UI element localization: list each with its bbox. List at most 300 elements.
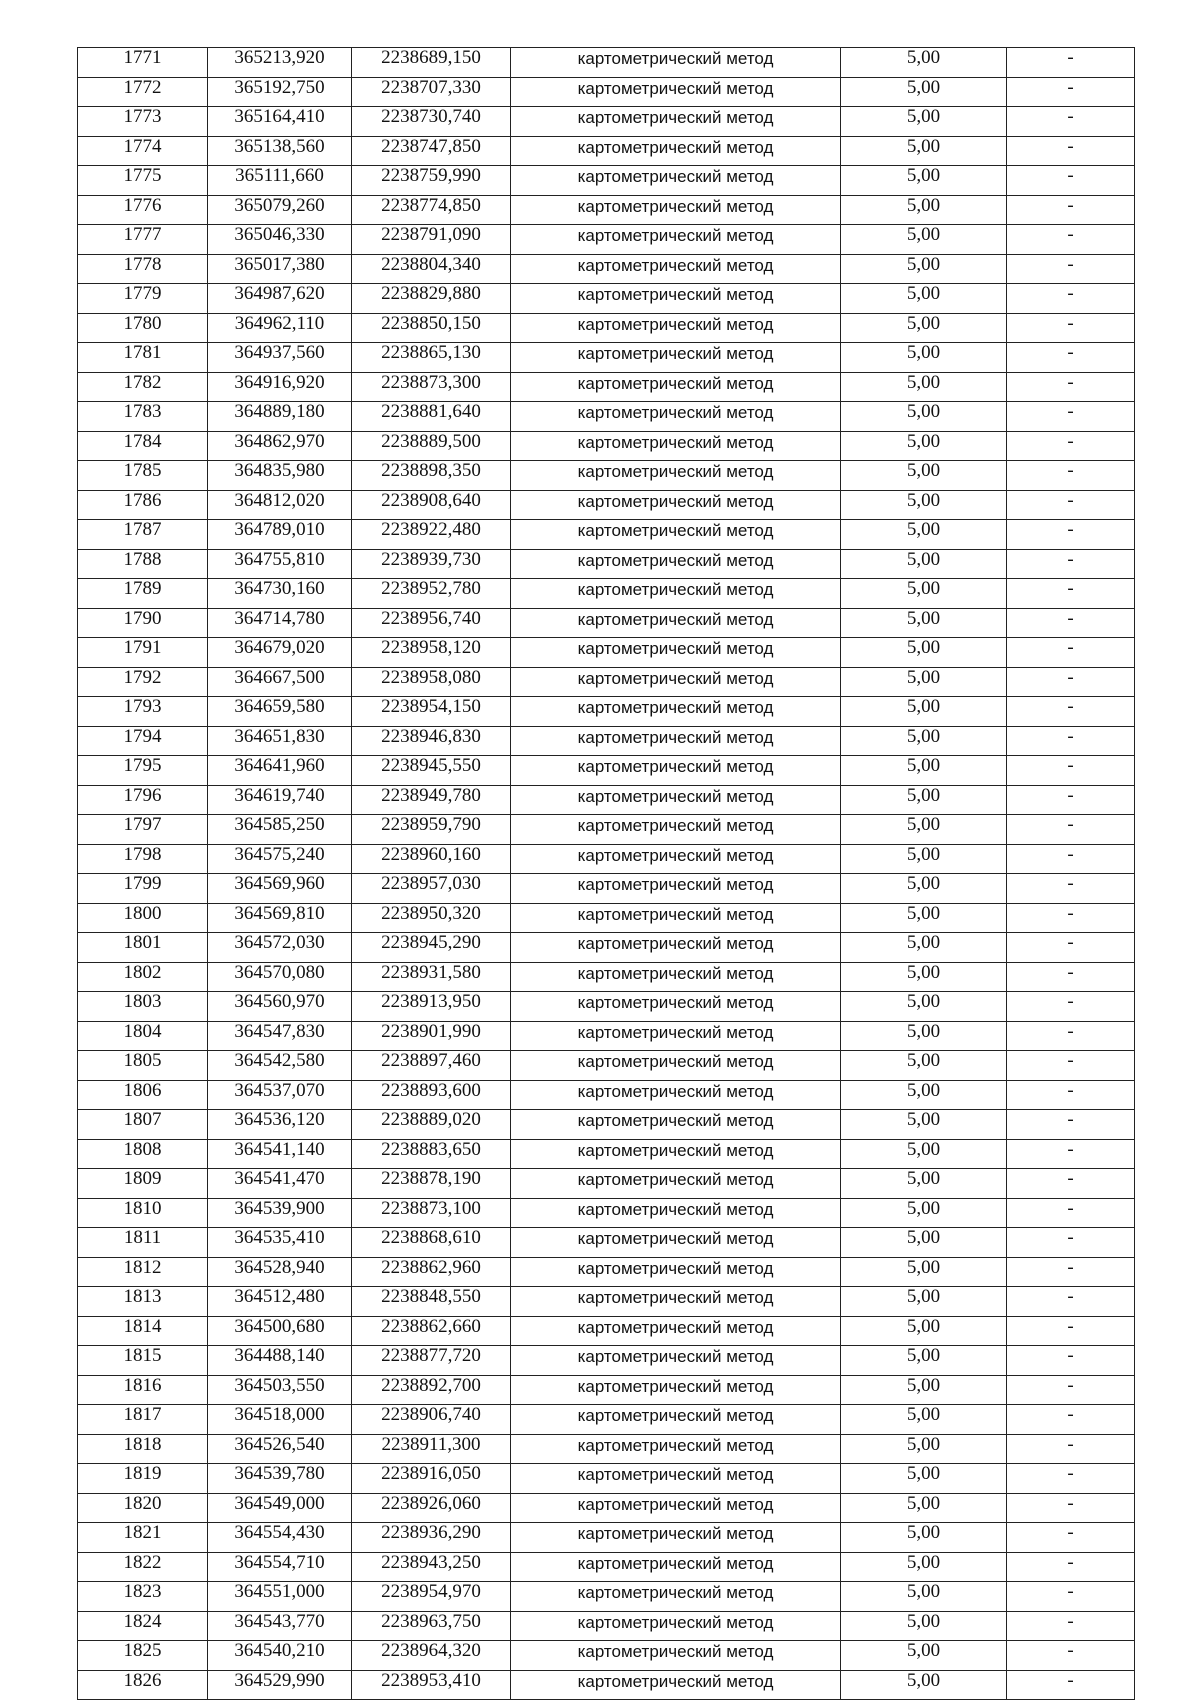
- x-coordinate-cell: 365192,750: [208, 77, 352, 107]
- x-coordinate-cell: 364569,960: [208, 874, 352, 904]
- y-coordinate-cell: 2238952,780: [352, 579, 511, 609]
- x-coordinate-cell: 364540,210: [208, 1641, 352, 1671]
- point-number-cell: 1771: [78, 48, 208, 78]
- x-coordinate-cell: 364659,580: [208, 697, 352, 727]
- point-number-cell: 1809: [78, 1169, 208, 1199]
- table-row: [78, 1080, 1135, 1110]
- x-coordinate-cell: 364575,240: [208, 844, 352, 874]
- x-coordinate-cell: 364889,180: [208, 402, 352, 432]
- note-cell: -: [1007, 697, 1135, 727]
- accuracy-cell: 5,00: [841, 933, 1007, 963]
- x-coordinate-cell: 364541,140: [208, 1139, 352, 1169]
- point-number-cell: 1818: [78, 1434, 208, 1464]
- y-coordinate-cell: 2238804,340: [352, 254, 511, 284]
- y-coordinate-cell: 2238945,550: [352, 756, 511, 786]
- x-coordinate-cell: 364585,250: [208, 815, 352, 845]
- point-number-cell: 1814: [78, 1316, 208, 1346]
- note-cell: -: [1007, 1582, 1135, 1612]
- accuracy-cell: 5,00: [841, 962, 1007, 992]
- note-cell: -: [1007, 1434, 1135, 1464]
- note-cell: -: [1007, 372, 1135, 402]
- table-row: [78, 166, 1135, 196]
- method-cell: картометрический метод: [511, 1464, 841, 1494]
- accuracy-cell: 5,00: [841, 284, 1007, 314]
- y-coordinate-cell: 2238954,150: [352, 697, 511, 727]
- y-coordinate-cell: 2238959,790: [352, 815, 511, 845]
- x-coordinate-cell: 364651,830: [208, 726, 352, 756]
- table-row: [78, 992, 1135, 1022]
- table-row: [78, 225, 1135, 255]
- method-cell: картометрический метод: [511, 1375, 841, 1405]
- table-row: [78, 1523, 1135, 1553]
- table-row: [78, 490, 1135, 520]
- y-coordinate-cell: 2238950,320: [352, 903, 511, 933]
- note-cell: -: [1007, 874, 1135, 904]
- point-number-cell: 1796: [78, 785, 208, 815]
- point-number-cell: 1806: [78, 1080, 208, 1110]
- x-coordinate-cell: 364543,770: [208, 1611, 352, 1641]
- table-row: [78, 107, 1135, 137]
- method-cell: картометрический метод: [511, 638, 841, 668]
- point-number-cell: 1784: [78, 431, 208, 461]
- method-cell: картометрический метод: [511, 195, 841, 225]
- method-cell: картометрический метод: [511, 1139, 841, 1169]
- x-coordinate-cell: 364619,740: [208, 785, 352, 815]
- y-coordinate-cell: 2238865,130: [352, 343, 511, 373]
- x-coordinate-cell: 365138,560: [208, 136, 352, 166]
- table-row: [78, 549, 1135, 579]
- note-cell: -: [1007, 1641, 1135, 1671]
- x-coordinate-cell: 365017,380: [208, 254, 352, 284]
- point-number-cell: 1820: [78, 1493, 208, 1523]
- x-coordinate-cell: 365164,410: [208, 107, 352, 137]
- accuracy-cell: 5,00: [841, 1228, 1007, 1258]
- method-cell: картометрический метод: [511, 284, 841, 314]
- method-cell: картометрический метод: [511, 136, 841, 166]
- table-row: [78, 136, 1135, 166]
- point-number-cell: 1797: [78, 815, 208, 845]
- table-row: [78, 579, 1135, 609]
- table-row: [78, 1139, 1135, 1169]
- table-row: [78, 1493, 1135, 1523]
- note-cell: -: [1007, 107, 1135, 137]
- y-coordinate-cell: 2238926,060: [352, 1493, 511, 1523]
- table-row: [78, 1198, 1135, 1228]
- note-cell: -: [1007, 1464, 1135, 1494]
- table-row: [78, 697, 1135, 727]
- x-coordinate-cell: 364488,140: [208, 1346, 352, 1376]
- x-coordinate-cell: 364529,990: [208, 1670, 352, 1700]
- point-number-cell: 1795: [78, 756, 208, 786]
- table-row: [78, 726, 1135, 756]
- accuracy-cell: 5,00: [841, 254, 1007, 284]
- table-row: [78, 284, 1135, 314]
- note-cell: -: [1007, 431, 1135, 461]
- note-cell: -: [1007, 77, 1135, 107]
- method-cell: картометрический метод: [511, 1434, 841, 1464]
- x-coordinate-cell: 365111,660: [208, 166, 352, 196]
- method-cell: картометрический метод: [511, 313, 841, 343]
- y-coordinate-cell: 2238791,090: [352, 225, 511, 255]
- x-coordinate-cell: 364962,110: [208, 313, 352, 343]
- accuracy-cell: 5,00: [841, 1021, 1007, 1051]
- point-number-cell: 1778: [78, 254, 208, 284]
- point-number-cell: 1802: [78, 962, 208, 992]
- accuracy-cell: 5,00: [841, 549, 1007, 579]
- method-cell: картометрический метод: [511, 1523, 841, 1553]
- y-coordinate-cell: 2238960,160: [352, 844, 511, 874]
- note-cell: -: [1007, 1080, 1135, 1110]
- x-coordinate-cell: 364554,430: [208, 1523, 352, 1553]
- note-cell: -: [1007, 756, 1135, 786]
- note-cell: -: [1007, 608, 1135, 638]
- point-number-cell: 1774: [78, 136, 208, 166]
- x-coordinate-cell: 364560,970: [208, 992, 352, 1022]
- method-cell: картометрический метод: [511, 254, 841, 284]
- x-coordinate-cell: 364539,900: [208, 1198, 352, 1228]
- table-row: [78, 1434, 1135, 1464]
- table-row: [78, 431, 1135, 461]
- point-number-cell: 1786: [78, 490, 208, 520]
- accuracy-cell: 5,00: [841, 48, 1007, 78]
- accuracy-cell: 5,00: [841, 903, 1007, 933]
- x-coordinate-cell: 364500,680: [208, 1316, 352, 1346]
- note-cell: -: [1007, 1021, 1135, 1051]
- table-row: [78, 461, 1135, 491]
- x-coordinate-cell: 364551,000: [208, 1582, 352, 1612]
- note-cell: -: [1007, 1346, 1135, 1376]
- table-row: [78, 1169, 1135, 1199]
- y-coordinate-cell: 2238939,730: [352, 549, 511, 579]
- x-coordinate-cell: 364916,920: [208, 372, 352, 402]
- method-cell: картометрический метод: [511, 461, 841, 491]
- point-number-cell: 1772: [78, 77, 208, 107]
- note-cell: -: [1007, 992, 1135, 1022]
- accuracy-cell: 5,00: [841, 1582, 1007, 1612]
- y-coordinate-cell: 2238848,550: [352, 1287, 511, 1317]
- note-cell: -: [1007, 1552, 1135, 1582]
- y-coordinate-cell: 2238913,950: [352, 992, 511, 1022]
- method-cell: картометрический метод: [511, 343, 841, 373]
- note-cell: -: [1007, 284, 1135, 314]
- x-coordinate-cell: 364937,560: [208, 343, 352, 373]
- note-cell: -: [1007, 1287, 1135, 1317]
- method-cell: картометрический метод: [511, 756, 841, 786]
- point-number-cell: 1793: [78, 697, 208, 727]
- note-cell: -: [1007, 1110, 1135, 1140]
- x-coordinate-cell: 364537,070: [208, 1080, 352, 1110]
- y-coordinate-cell: 2238953,410: [352, 1670, 511, 1700]
- method-cell: картометрический метод: [511, 1021, 841, 1051]
- method-cell: картометрический метод: [511, 785, 841, 815]
- table-row: [78, 1552, 1135, 1582]
- accuracy-cell: 5,00: [841, 1464, 1007, 1494]
- table-row: [78, 1464, 1135, 1494]
- x-coordinate-cell: 364679,020: [208, 638, 352, 668]
- point-number-cell: 1816: [78, 1375, 208, 1405]
- method-cell: картометрический метод: [511, 1670, 841, 1700]
- table-row: [78, 1346, 1135, 1376]
- x-coordinate-cell: 364526,540: [208, 1434, 352, 1464]
- note-cell: -: [1007, 1169, 1135, 1199]
- x-coordinate-cell: 364987,620: [208, 284, 352, 314]
- table-row: [78, 1582, 1135, 1612]
- y-coordinate-cell: 2238850,150: [352, 313, 511, 343]
- method-cell: картометрический метод: [511, 1641, 841, 1671]
- x-coordinate-cell: 364549,000: [208, 1493, 352, 1523]
- table-row: [78, 1257, 1135, 1287]
- note-cell: -: [1007, 1139, 1135, 1169]
- point-number-cell: 1785: [78, 461, 208, 491]
- note-cell: -: [1007, 520, 1135, 550]
- x-coordinate-cell: 364667,500: [208, 667, 352, 697]
- x-coordinate-cell: 364503,550: [208, 1375, 352, 1405]
- table-row: [78, 402, 1135, 432]
- x-coordinate-cell: 364547,830: [208, 1021, 352, 1051]
- method-cell: картометрический метод: [511, 1552, 841, 1582]
- accuracy-cell: 5,00: [841, 1198, 1007, 1228]
- table-row: [78, 756, 1135, 786]
- point-number-cell: 1789: [78, 579, 208, 609]
- x-coordinate-cell: 364570,080: [208, 962, 352, 992]
- method-cell: картометрический метод: [511, 1493, 841, 1523]
- table-row: [78, 667, 1135, 697]
- y-coordinate-cell: 2238906,740: [352, 1405, 511, 1435]
- y-coordinate-cell: 2238707,330: [352, 77, 511, 107]
- point-number-cell: 1782: [78, 372, 208, 402]
- y-coordinate-cell: 2238945,290: [352, 933, 511, 963]
- accuracy-cell: 5,00: [841, 1611, 1007, 1641]
- method-cell: картометрический метод: [511, 667, 841, 697]
- y-coordinate-cell: 2238873,300: [352, 372, 511, 402]
- y-coordinate-cell: 2238908,640: [352, 490, 511, 520]
- method-cell: картометрический метод: [511, 225, 841, 255]
- x-coordinate-cell: 364542,580: [208, 1051, 352, 1081]
- x-coordinate-cell: 364518,000: [208, 1405, 352, 1435]
- x-coordinate-cell: 364541,470: [208, 1169, 352, 1199]
- note-cell: -: [1007, 461, 1135, 491]
- note-cell: -: [1007, 313, 1135, 343]
- accuracy-cell: 5,00: [841, 313, 1007, 343]
- y-coordinate-cell: 2238893,600: [352, 1080, 511, 1110]
- table-row: [78, 1641, 1135, 1671]
- note-cell: -: [1007, 343, 1135, 373]
- y-coordinate-cell: 2238964,320: [352, 1641, 511, 1671]
- method-cell: картометрический метод: [511, 1287, 841, 1317]
- table-row: [78, 1021, 1135, 1051]
- point-number-cell: 1815: [78, 1346, 208, 1376]
- table-row: [78, 1316, 1135, 1346]
- method-cell: картометрический метод: [511, 1169, 841, 1199]
- point-number-cell: 1808: [78, 1139, 208, 1169]
- point-number-cell: 1781: [78, 343, 208, 373]
- accuracy-cell: 5,00: [841, 1110, 1007, 1140]
- accuracy-cell: 5,00: [841, 1257, 1007, 1287]
- y-coordinate-cell: 2238898,350: [352, 461, 511, 491]
- table-row: [78, 1228, 1135, 1258]
- method-cell: картометрический метод: [511, 490, 841, 520]
- note-cell: -: [1007, 1493, 1135, 1523]
- x-coordinate-cell: 364835,980: [208, 461, 352, 491]
- method-cell: картометрический метод: [511, 933, 841, 963]
- accuracy-cell: 5,00: [841, 1552, 1007, 1582]
- method-cell: картометрический метод: [511, 697, 841, 727]
- point-number-cell: 1791: [78, 638, 208, 668]
- table-row: [78, 874, 1135, 904]
- x-coordinate-cell: 364512,480: [208, 1287, 352, 1317]
- table-row: [78, 608, 1135, 638]
- point-number-cell: 1780: [78, 313, 208, 343]
- x-coordinate-cell: 364535,410: [208, 1228, 352, 1258]
- coordinates-table: [77, 47, 1135, 1700]
- x-coordinate-cell: 364569,810: [208, 903, 352, 933]
- y-coordinate-cell: 2238883,650: [352, 1139, 511, 1169]
- point-number-cell: 1812: [78, 1257, 208, 1287]
- method-cell: картометрический метод: [511, 1316, 841, 1346]
- method-cell: картометрический метод: [511, 1611, 841, 1641]
- method-cell: картометрический метод: [511, 1228, 841, 1258]
- method-cell: картометрический метод: [511, 903, 841, 933]
- note-cell: -: [1007, 402, 1135, 432]
- x-coordinate-cell: 364528,940: [208, 1257, 352, 1287]
- note-cell: -: [1007, 1523, 1135, 1553]
- method-cell: картометрический метод: [511, 726, 841, 756]
- point-number-cell: 1807: [78, 1110, 208, 1140]
- accuracy-cell: 5,00: [841, 844, 1007, 874]
- method-cell: картометрический метод: [511, 992, 841, 1022]
- method-cell: картометрический метод: [511, 962, 841, 992]
- method-cell: картометрический метод: [511, 1110, 841, 1140]
- note-cell: -: [1007, 225, 1135, 255]
- note-cell: -: [1007, 48, 1135, 78]
- x-coordinate-cell: 364572,030: [208, 933, 352, 963]
- y-coordinate-cell: 2238873,100: [352, 1198, 511, 1228]
- accuracy-cell: 5,00: [841, 579, 1007, 609]
- method-cell: картометрический метод: [511, 1257, 841, 1287]
- method-cell: картометрический метод: [511, 579, 841, 609]
- accuracy-cell: 5,00: [841, 1641, 1007, 1671]
- y-coordinate-cell: 2238931,580: [352, 962, 511, 992]
- accuracy-cell: 5,00: [841, 1493, 1007, 1523]
- point-number-cell: 1790: [78, 608, 208, 638]
- point-number-cell: 1788: [78, 549, 208, 579]
- method-cell: картометрический метод: [511, 1346, 841, 1376]
- note-cell: -: [1007, 933, 1135, 963]
- table-row: [78, 815, 1135, 845]
- table-row: [78, 520, 1135, 550]
- point-number-cell: 1821: [78, 1523, 208, 1553]
- method-cell: картометрический метод: [511, 107, 841, 137]
- table-row: [78, 313, 1135, 343]
- accuracy-cell: 5,00: [841, 225, 1007, 255]
- accuracy-cell: 5,00: [841, 490, 1007, 520]
- x-coordinate-cell: 364812,020: [208, 490, 352, 520]
- table-row: [78, 1110, 1135, 1140]
- table-row: [78, 1287, 1135, 1317]
- table-row: [78, 372, 1135, 402]
- accuracy-cell: 5,00: [841, 815, 1007, 845]
- note-cell: -: [1007, 815, 1135, 845]
- note-cell: -: [1007, 1375, 1135, 1405]
- point-number-cell: 1798: [78, 844, 208, 874]
- point-number-cell: 1779: [78, 284, 208, 314]
- note-cell: -: [1007, 726, 1135, 756]
- note-cell: -: [1007, 1405, 1135, 1435]
- accuracy-cell: 5,00: [841, 166, 1007, 196]
- x-coordinate-cell: 365213,920: [208, 48, 352, 78]
- y-coordinate-cell: 2238862,660: [352, 1316, 511, 1346]
- table-row: [78, 844, 1135, 874]
- note-cell: -: [1007, 254, 1135, 284]
- table-row: [78, 933, 1135, 963]
- table-row: [78, 1051, 1135, 1081]
- y-coordinate-cell: 2238889,500: [352, 431, 511, 461]
- y-coordinate-cell: 2238958,120: [352, 638, 511, 668]
- accuracy-cell: 5,00: [841, 992, 1007, 1022]
- note-cell: -: [1007, 785, 1135, 815]
- note-cell: -: [1007, 1257, 1135, 1287]
- x-coordinate-cell: 364714,780: [208, 608, 352, 638]
- note-cell: -: [1007, 962, 1135, 992]
- accuracy-cell: 5,00: [841, 1169, 1007, 1199]
- y-coordinate-cell: 2238958,080: [352, 667, 511, 697]
- note-cell: -: [1007, 166, 1135, 196]
- accuracy-cell: 5,00: [841, 195, 1007, 225]
- note-cell: -: [1007, 1316, 1135, 1346]
- y-coordinate-cell: 2238759,990: [352, 166, 511, 196]
- accuracy-cell: 5,00: [841, 1080, 1007, 1110]
- table-row: [78, 1611, 1135, 1641]
- y-coordinate-cell: 2238878,190: [352, 1169, 511, 1199]
- point-number-cell: 1776: [78, 195, 208, 225]
- table-row: [78, 903, 1135, 933]
- point-number-cell: 1800: [78, 903, 208, 933]
- point-number-cell: 1813: [78, 1287, 208, 1317]
- y-coordinate-cell: 2238774,850: [352, 195, 511, 225]
- y-coordinate-cell: 2238868,610: [352, 1228, 511, 1258]
- y-coordinate-cell: 2238689,150: [352, 48, 511, 78]
- x-coordinate-cell: 364554,710: [208, 1552, 352, 1582]
- method-cell: картометрический метод: [511, 815, 841, 845]
- method-cell: картометрический метод: [511, 874, 841, 904]
- table-row: [78, 195, 1135, 225]
- note-cell: -: [1007, 549, 1135, 579]
- point-number-cell: 1783: [78, 402, 208, 432]
- y-coordinate-cell: 2238957,030: [352, 874, 511, 904]
- y-coordinate-cell: 2238963,750: [352, 1611, 511, 1641]
- y-coordinate-cell: 2238897,460: [352, 1051, 511, 1081]
- accuracy-cell: 5,00: [841, 1139, 1007, 1169]
- x-coordinate-cell: 365079,260: [208, 195, 352, 225]
- accuracy-cell: 5,00: [841, 1287, 1007, 1317]
- accuracy-cell: 5,00: [841, 372, 1007, 402]
- method-cell: картометрический метод: [511, 431, 841, 461]
- accuracy-cell: 5,00: [841, 1051, 1007, 1081]
- method-cell: картометрический метод: [511, 1198, 841, 1228]
- accuracy-cell: 5,00: [841, 520, 1007, 550]
- accuracy-cell: 5,00: [841, 136, 1007, 166]
- accuracy-cell: 5,00: [841, 785, 1007, 815]
- method-cell: картометрический метод: [511, 1405, 841, 1435]
- accuracy-cell: 5,00: [841, 697, 1007, 727]
- coordinates-table-body: [78, 48, 1135, 1700]
- point-number-cell: 1824: [78, 1611, 208, 1641]
- y-coordinate-cell: 2238946,830: [352, 726, 511, 756]
- accuracy-cell: 5,00: [841, 1434, 1007, 1464]
- point-number-cell: 1773: [78, 107, 208, 137]
- point-number-cell: 1787: [78, 520, 208, 550]
- method-cell: картометрический метод: [511, 48, 841, 78]
